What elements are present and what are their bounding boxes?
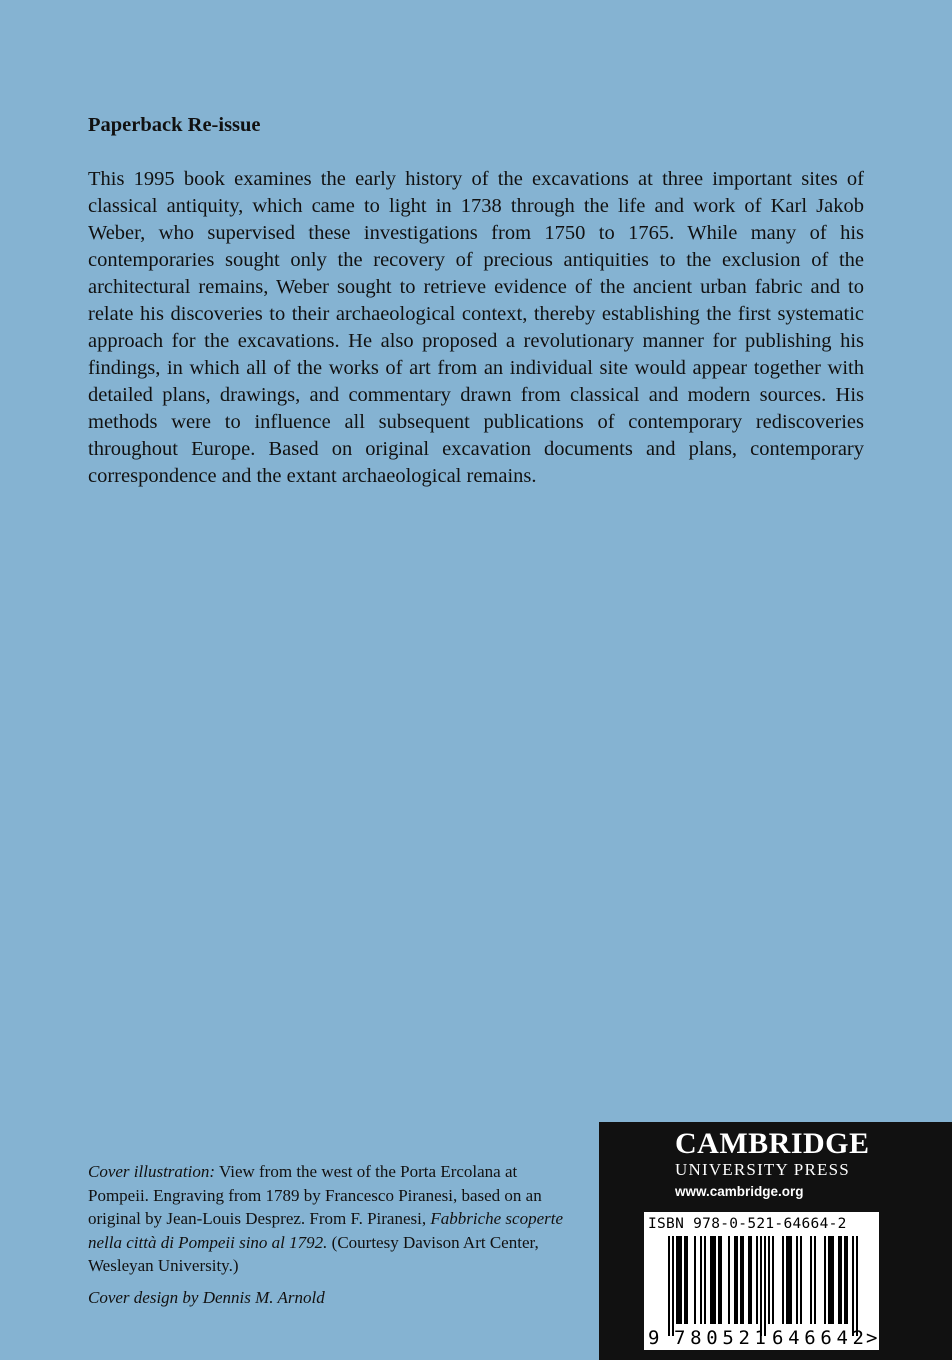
publisher-website: www.cambridge.org: [675, 1184, 804, 1199]
credit-work-title: Fabbriche scoperte nella città di Pompeii sino al 1792.: [88, 1209, 564, 1252]
barcode-bar: [700, 1236, 702, 1324]
barcode-bar: [704, 1236, 706, 1324]
barcode-bar: [846, 1236, 848, 1324]
barcode-bar: [788, 1236, 790, 1324]
barcode-bar: [686, 1236, 688, 1324]
barcode-bar: [756, 1236, 758, 1324]
barcode-bar: [714, 1236, 716, 1324]
barcode-bar: [710, 1236, 712, 1324]
barcode-bar: [838, 1236, 840, 1324]
barcode-bar: [720, 1236, 722, 1324]
publisher-name: CAMBRIDGE: [675, 1127, 870, 1160]
barcode-bar: [676, 1236, 678, 1324]
barcode-bar: [750, 1236, 752, 1324]
barcode-guard-bar: [668, 1236, 670, 1336]
barcode-bar: [824, 1236, 826, 1324]
barcode-bar: [844, 1236, 846, 1324]
barcode-bar: [800, 1236, 802, 1324]
barcode-bar: [828, 1236, 830, 1324]
barcode-bar: [810, 1236, 812, 1324]
barcode: [644, 1212, 879, 1350]
barcode-bar: [728, 1236, 730, 1324]
barcode-left-digits: 780521: [674, 1327, 766, 1349]
publisher-subtitle: UNIVERSITY PRESS: [675, 1160, 850, 1179]
credit-courtesy: (Courtesy Davison Art Center, Wesleyan University.): [88, 1232, 539, 1275]
barcode-lead-digit: 9: [648, 1327, 660, 1349]
barcode-bar: [694, 1236, 696, 1324]
barcode-bar: [782, 1236, 784, 1324]
barcode-bar: [786, 1236, 788, 1324]
barcode-bar: [678, 1236, 680, 1324]
barcode-bar: [830, 1236, 832, 1324]
barcode-bar: [768, 1236, 770, 1324]
barcode-bars: [644, 1212, 879, 1350]
barcode-bar: [790, 1236, 792, 1324]
barcode-end-mark: >: [866, 1327, 878, 1349]
barcode-bar: [742, 1236, 744, 1324]
barcode-bar: [814, 1236, 816, 1324]
barcode-bar: [748, 1236, 750, 1324]
barcode-guard-bar: [672, 1236, 674, 1336]
heading: Paperback Re-issue: [88, 114, 261, 136]
barcode-guard-bar: [764, 1236, 766, 1336]
barcode-bar: [736, 1236, 738, 1324]
book-description: This 1995 book examines the early history of the excavations at three important sites of classical antiquity, which came to light in 1738 through the life and work of Karl Jakob Weber, who supervised these investigations from 1750 to 1765. While many of his contemporaries sought only the recovery of precious antiquities to the exclusion of the architectural remains, Weber sought to retrieve evidence of the ancient urban fabric and to relate his discoveries to their archaeological context, thereby establishing the first systematic approach for the excavations. He also proposed a revolutionary manner for publishing his findings, in which all of the works of art from an individual site would appear together with detailed plans, drawings, and commentary drawn from classical and modern sources. His methods were to influence all subsequent publications of contemporary rediscoveries throughout Europe. Based on original excavation documents and plans, contemporary correspondence and the extant archaeological remains.: [88, 168, 864, 487]
credit-label: Cover illustration:: [88, 1162, 216, 1181]
cover-illustration-credit: [88, 1160, 568, 1278]
barcode-guard-bar: [856, 1236, 858, 1336]
barcode-bar: [772, 1236, 774, 1324]
barcode-bar: [796, 1236, 798, 1324]
barcode-bar: [740, 1236, 742, 1324]
barcode-bar: [684, 1236, 686, 1324]
barcode-bar: [734, 1236, 736, 1324]
barcode-bar: [840, 1236, 842, 1324]
cover-design-credit: Cover design by Dennis M. Arnold: [88, 1288, 325, 1307]
barcode-bar: [712, 1236, 714, 1324]
barcode-guard-bar: [852, 1236, 854, 1336]
barcode-right-digits: 646642: [772, 1327, 864, 1349]
publisher-panel: [599, 1122, 952, 1360]
barcode-guard-bar: [760, 1236, 762, 1336]
barcode-bar: [680, 1236, 682, 1324]
credit-text: View from the west of the Porta Ercolana at Pompeii. Engraving from 1789 by Francesco Piranesi, based on an original by Jean-Louis Desprez. From F. Piranesi,: [88, 1162, 542, 1228]
barcode-bar: [718, 1236, 720, 1324]
barcode-bar: [832, 1236, 834, 1324]
isbn-text: ISBN 978-0-521-64664-2: [648, 1216, 847, 1232]
